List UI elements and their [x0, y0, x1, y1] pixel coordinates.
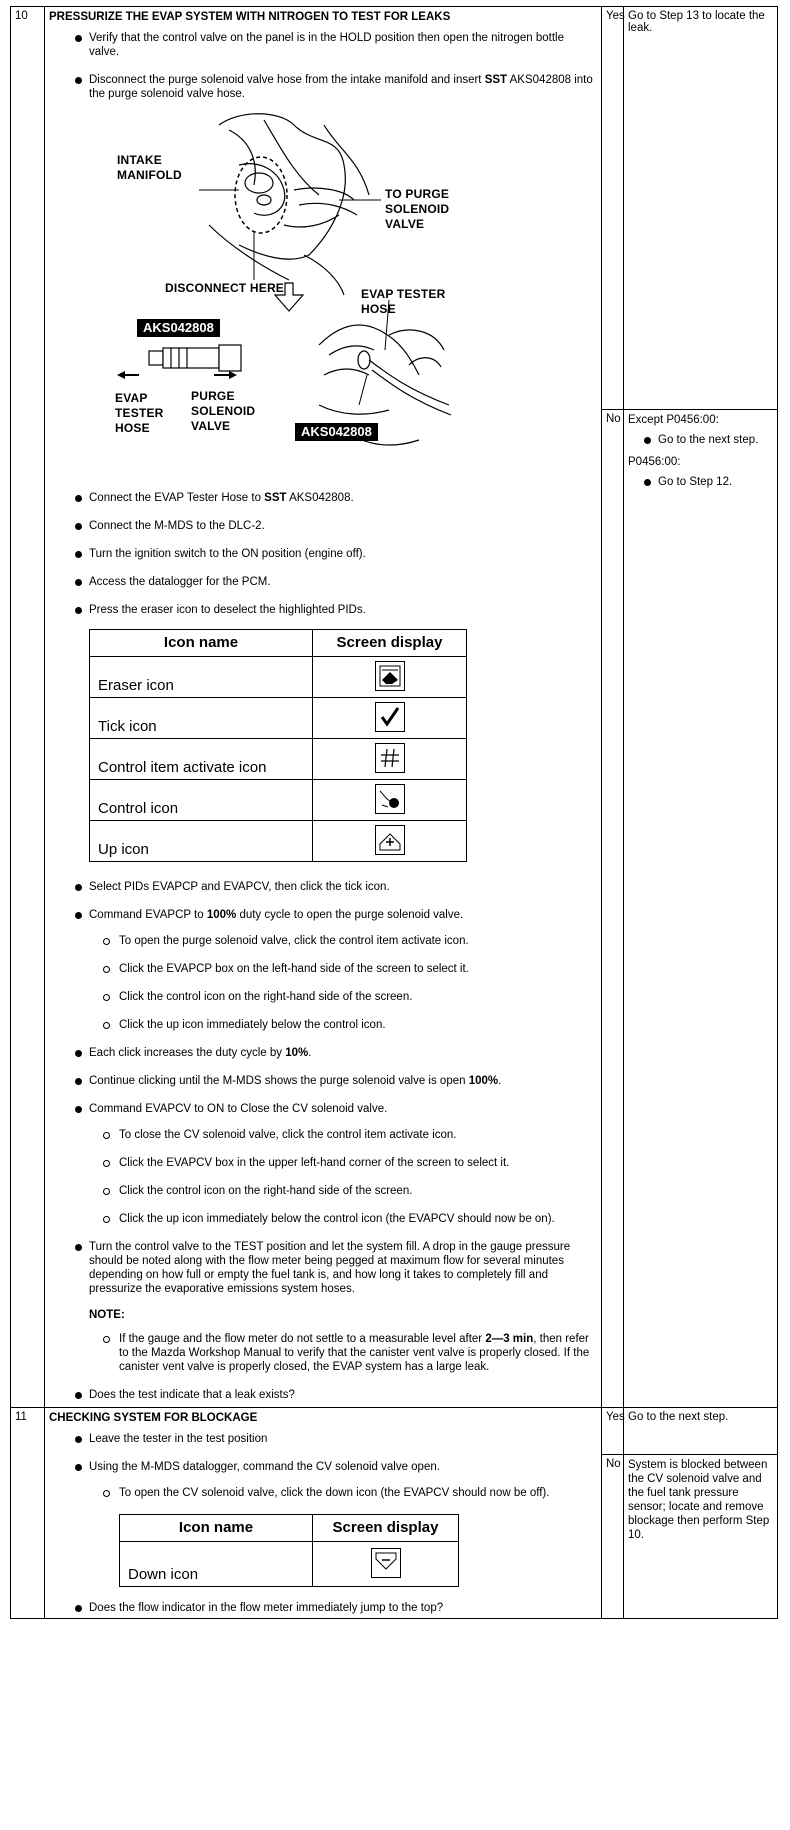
list-item: Access the datalogger for the PCM. — [75, 575, 597, 589]
step-11-yes-action: Go to the next step. — [624, 1408, 778, 1455]
step-11-title: CHECKING SYSTEM FOR BLOCKAGE — [49, 1412, 258, 1424]
note-label: NOTE: — [89, 1309, 125, 1321]
sub-list-item: Click the EVAPCV box in the upper left-hand corner of the screen to select it. — [103, 1156, 597, 1170]
sub-list-item: Click the up icon immediately below the control icon (the EVAPCV should now be on). — [103, 1212, 597, 1226]
sub-list-item: Click the up icon immediately below the control icon. — [103, 1018, 597, 1032]
sub-list-item: To close the CV solenoid valve, click the control item activate icon. — [103, 1128, 597, 1142]
step-11-number: 11 — [11, 1408, 45, 1619]
text: Command EVAPCV to ON to Close the CV solenoid valve. — [89, 1103, 388, 1115]
step-11-bullets — [49, 1432, 597, 1615]
step-11-content — [45, 1408, 602, 1619]
bold-text: SST — [484, 74, 508, 86]
step-10-yes-action: Go to Step 13 to locate the leak. — [624, 7, 778, 410]
icon-table-header-display: Screen display — [313, 630, 467, 657]
text: Using the M-MDS datalogger, command the CV solenoid valve open. — [89, 1461, 440, 1473]
step-10-yes-row — [11, 7, 778, 410]
list-item — [75, 1074, 597, 1088]
sub-list-item: Click the control icon on the right-hand side of the screen. — [103, 990, 597, 1004]
list-item — [75, 908, 597, 1032]
bold-text: 10% — [285, 1047, 309, 1059]
up-icon — [375, 825, 405, 855]
down-icon-table — [119, 1514, 459, 1587]
list-item: Go to the next step. — [644, 433, 773, 447]
icon-name: Control item activate icon — [90, 739, 313, 780]
label-purge-solenoid-valve: PURGE SOLENOID VALVE — [191, 389, 256, 433]
step-10-content — [45, 7, 602, 1408]
sub-list-item: To open the purge solenoid valve, click the control item activate icon. — [103, 934, 597, 948]
bold-text: 100% — [468, 1075, 499, 1087]
list-item: Select PIDs EVAPCP and EVAPCV, then click the tick icon. — [75, 880, 597, 894]
list-item: Does the flow indicator in the flow meter immediately jump to the top? — [75, 1601, 597, 1615]
text: If the gauge and the flow meter do not settle to a measurable level after — [119, 1333, 486, 1345]
text: AKS042808 into the purge solenoid valve hose. — [89, 74, 593, 100]
text: Turn the control valve to the TEST position and let the system fill. A drop in the gauge pressure should be noted along with the flow meter being pegged at maximum flow for several minutes depending on how full or empty the fuel tank is, and how long it takes to completely fill and pressurize the evaporative emissions system hoses. — [89, 1241, 571, 1295]
step-10-no-action — [624, 410, 778, 1408]
icon-name: Up icon — [90, 821, 313, 862]
text: , then refer to the Mazda Workshop Manual to verify that the canister vent valve is properly closed. If the canister vent valve is properly closed, the EVAP system has a large leak. — [119, 1333, 590, 1373]
sst-tag-left: AKS042808 — [137, 319, 220, 337]
icon-name: Eraser icon — [90, 657, 313, 698]
step-10-yes-label: Yes — [602, 7, 624, 410]
eraser-icon — [375, 661, 405, 691]
icon-table-header-display: Screen display — [313, 1515, 459, 1542]
list-item — [75, 73, 597, 475]
text: . — [498, 1075, 502, 1087]
step-11-yes-label: Yes — [602, 1408, 624, 1455]
sub-list — [89, 1486, 597, 1500]
sub-list — [89, 1128, 597, 1226]
label-disconnect-here: DISCONNECT HERE — [165, 281, 285, 295]
icon-table-header-name: Icon name — [90, 630, 313, 657]
icon-name: Tick icon — [90, 698, 313, 739]
text: Each click increases the duty cycle by — [89, 1047, 286, 1059]
note-item — [103, 1332, 597, 1374]
label-evap-tester-hose-left: EVAP TESTER HOSE — [115, 391, 164, 435]
bold-text: SST — [264, 492, 287, 504]
sub-list-item: Click the EVAPCP box on the left-hand side of the screen to select it. — [103, 962, 597, 976]
text: Command EVAPCP to — [89, 909, 207, 921]
icon-table — [89, 629, 467, 862]
no-code-label: P0456:00: — [628, 456, 681, 468]
text: . — [308, 1047, 312, 1059]
step-11-no-label: No — [602, 1455, 624, 1619]
icon-name: Control icon — [90, 780, 313, 821]
list-item — [75, 1240, 597, 1374]
step-11-no-action: System is blocked between the CV solenoid valve and the fuel tank pressure sensor; locate and remove blockage then perform Step 10. — [624, 1455, 778, 1619]
procedure-page — [10, 6, 778, 1619]
list-item: Leave the tester in the test position — [75, 1432, 597, 1446]
list-item — [75, 1046, 597, 1060]
sub-list — [89, 934, 597, 1032]
icon-table-header-name: Icon name — [120, 1515, 313, 1542]
evap-connection-figure — [89, 105, 509, 475]
list-item: Go to Step 12. — [644, 475, 773, 489]
list-item: Connect the M-MDS to the DLC-2. — [75, 519, 597, 533]
list-item: Does the test indicate that a leak exists? — [75, 1388, 597, 1402]
list-item: Verify that the control valve on the panel is in the HOLD position then open the nitrogen bottle valve. — [75, 31, 597, 59]
text: Connect the EVAP Tester Hose to — [89, 492, 265, 504]
step-10-number: 10 — [11, 7, 45, 1408]
text: Continue clicking until the M-MDS shows the purge solenoid valve is open — [89, 1075, 469, 1087]
label-evap-tester-hose-top: EVAP TESTER HOSE — [361, 287, 446, 316]
step-10-no-label: No — [602, 410, 624, 1408]
control-icon — [375, 784, 405, 814]
sst-tag-right: AKS042808 — [295, 423, 378, 441]
label-intake-manifold: INTAKE MANIFOLD — [117, 153, 182, 182]
no-except-list — [628, 433, 773, 447]
sub-list-item: Click the control icon on the right-hand side of the screen. — [103, 1184, 597, 1198]
no-except-label: Except P0456:00: — [628, 414, 719, 426]
text: Disconnect the purge solenoid valve hose from the intake manifold and insert — [89, 74, 485, 86]
no-code-list — [628, 475, 773, 489]
tick-icon — [375, 702, 405, 732]
text: AKS042808. — [286, 492, 354, 504]
step-10-title: PRESSURIZE THE EVAP SYSTEM WITH NITROGEN TO TEST FOR LEAKS — [49, 11, 451, 23]
list-item — [75, 603, 597, 862]
text: duty cycle to open the purge solenoid valve. — [236, 909, 464, 921]
control-item-activate-icon — [375, 743, 405, 773]
text: Press the eraser icon to deselect the highlighted PIDs. — [89, 604, 366, 616]
list-item — [75, 491, 597, 505]
icon-name: Down icon — [120, 1542, 313, 1587]
list-item — [75, 1460, 597, 1587]
list-item — [75, 1102, 597, 1226]
step-10-bullets — [49, 31, 597, 1402]
label-to-purge: TO PURGE SOLENOID VALVE — [385, 187, 450, 231]
list-item: Turn the ignition switch to the ON position (engine off). — [75, 547, 597, 561]
bold-text: 100% — [206, 909, 237, 921]
bold-text: 2—3 min — [485, 1333, 534, 1345]
note-list — [89, 1332, 597, 1374]
procedure-table — [10, 6, 778, 1619]
down-icon — [371, 1548, 401, 1578]
step-11-yes-row — [11, 1408, 778, 1455]
sub-list-item: To open the CV solenoid valve, click the down icon (the EVAPCV should now be off). — [103, 1486, 597, 1500]
